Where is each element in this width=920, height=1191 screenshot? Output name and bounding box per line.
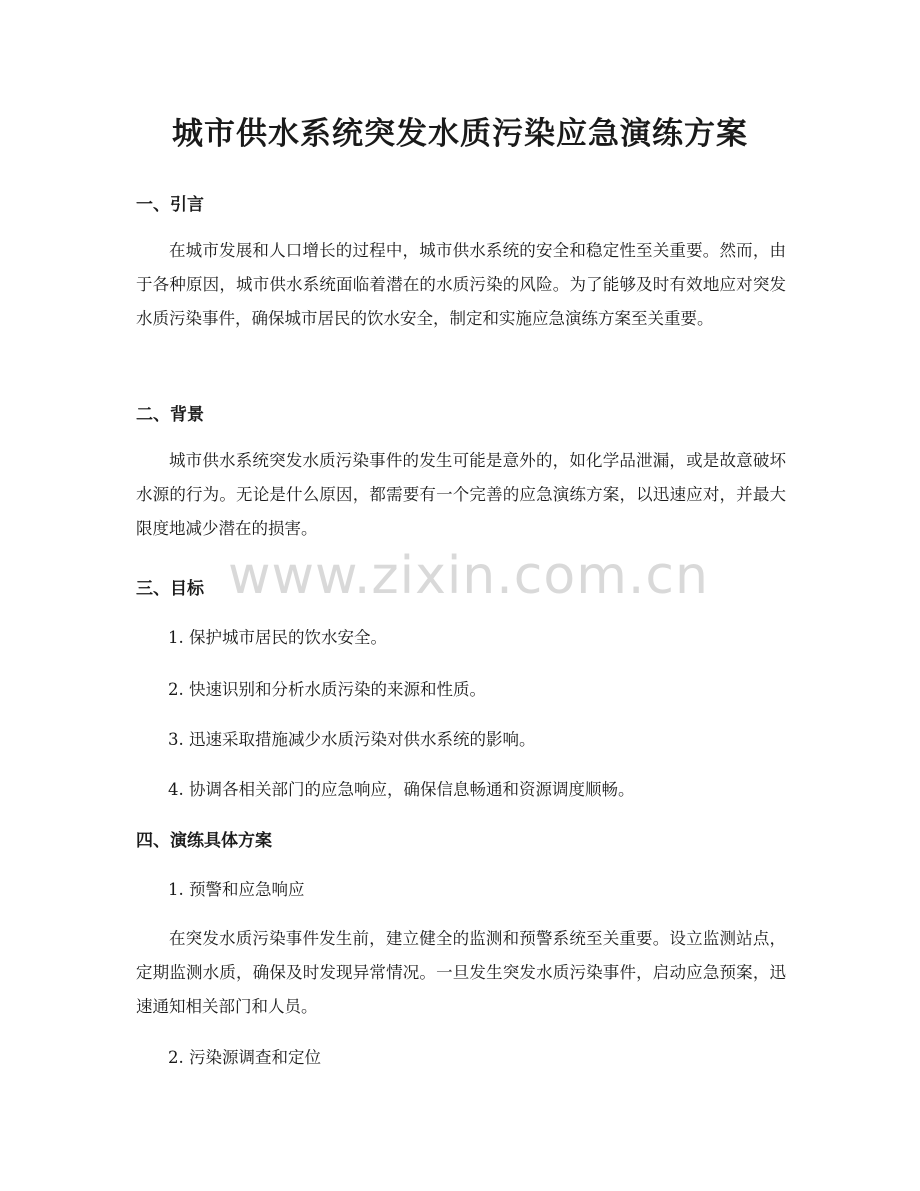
goal-item: 2. 快速识别和分析水质污染的来源和性质。 <box>168 680 486 699</box>
goal-item: 4. 协调各相关部门的应急响应，确保信息畅通和资源调度顺畅。 <box>168 780 635 799</box>
section-heading-drill-plan: 四、演练具体方案 <box>136 831 272 851</box>
background-paragraph: 城市供水系统突发水质污染事件的发生可能是意外的，如化学品泄漏，或是故意破坏水源的行为。无论是什么原因，都需要有一个完善的应急演练方案，以迅速应对，并最大限度地减少潜在的损害。 <box>136 451 786 538</box>
drill-subheading-warning: 1. 预警和应急响应 <box>168 880 305 899</box>
section-heading-background: 二、背景 <box>136 405 204 425</box>
section-heading-introduction: 一、引言 <box>136 195 204 215</box>
drill-subheading-source-investigation: 2. 污染源调查和定位 <box>168 1048 321 1067</box>
document-title: 城市供水系统突发水质污染应急演练方案 <box>172 116 748 152</box>
drill-plan-paragraph: 在突发水质污染事件发生前，建立健全的监测和预警系统至关重要。设立监测站点，定期监测水质，确保及时发现异常情况。一旦发生突发水质污染事件，启动应急预案，迅速通知相关部门和人员。 <box>136 929 786 1016</box>
goal-item: 1. 保护城市居民的饮水安全。 <box>168 628 387 647</box>
watermark: www.zixin.com.cn <box>228 546 709 606</box>
goal-item: 3. 迅速采取措施减少水质污染对供水系统的影响。 <box>168 730 536 749</box>
introduction-paragraph: 在城市发展和人口增长的过程中，城市供水系统的安全和稳定性至关重要。然而，由于各种原因，城市供水系统面临着潜在的水质污染的风险。为了能够及时有效地应对突发水质污染事件，确保城市居民的饮水安全，制定和实施应急演练方案至关重要。 <box>136 241 786 328</box>
section-heading-goals: 三、目标 <box>136 579 204 599</box>
